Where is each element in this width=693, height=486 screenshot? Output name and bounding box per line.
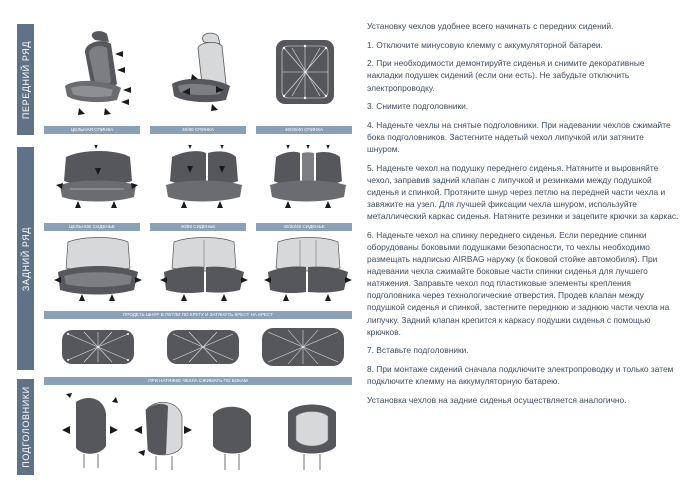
caption-rear-40-20-40-seat: 40/20/40 СИДЕНЬЕ — [256, 223, 352, 231]
lacing-40-20-40-illustration — [258, 324, 348, 372]
rear-40-60-seat-illustration — [158, 236, 248, 306]
instructions-outro: Установка чехлов на задние сиденья осуществляется аналогично. — [367, 394, 627, 405]
instruction-step-1: 1. Отключите минусовую клемму с аккумуляторной батареи. — [367, 39, 603, 50]
headrest-step-3-illustration — [205, 400, 261, 476]
instruction-step-2: 2. При необходимости демонтируйте сиденья и снимите декоративные накладки подушек сидений (если они есть). Не забудьте отключить электропроводку. — [367, 58, 645, 93]
instruction-step-8: 8. При монтаже сидений сначала подключите электропроводку и только затем подключите клемму на аккумуляторную батарею. — [367, 364, 674, 387]
headrest-step-2-illustration — [132, 396, 194, 476]
caption-rear-lace-note: ПРОДЕТЬ ШНУР В ПЕТЛИ ПО КРУГУ И ЗАТЯНУТЬ КРЕСТ НА КРЕСТ — [44, 311, 352, 319]
caption-rear-sides-note: ПРИ НАТЯЖКЕ ЧЕХЛА СЖИМАТЬ ПО БОКАМ — [44, 377, 352, 385]
front-solid-back-illustration — [55, 24, 145, 119]
rear-solid-back-illustration — [52, 145, 142, 215]
headrest-step-4-illustration — [280, 400, 344, 476]
front-40-20-40-back-illustration — [270, 34, 342, 112]
rear-40-20-40-back-illustration — [262, 145, 352, 215]
section-label-rear-row: ЗАДНИЙ РЯД — [20, 226, 31, 291]
section-label-front-row: ПЕРЕДНИЙ РЯД — [20, 40, 31, 119]
instruction-step-4: 4. Наденьте чехлы на снятые подголовники. При надевании чехлов сжимайте бока подголовников. Застегните надетый чехол липучкой или затяните шнуром. — [367, 119, 671, 155]
caption-front-40-20-40-back: 40/20/40 СПИНКА — [256, 126, 352, 134]
caption-rear-solid-seat: ЦЕЛЬНОЕ СИДЕНЬЕ — [44, 223, 140, 231]
section-bar-rear-row — [17, 147, 34, 370]
rear-40-60-back-illustration — [158, 145, 248, 215]
lacing-40-60-illustration — [163, 326, 243, 370]
caption-rear-40-60-seat: 40/60 СИДЕНЬЕ — [150, 223, 246, 231]
instructions-intro: Установку чехлов удобнее всего начинать с передних сидений. — [367, 21, 614, 31]
front-40-60-back-illustration — [162, 28, 252, 118]
caption-front-solid-back: ЦЕЛЬНАЯ СПИНКА — [44, 126, 140, 134]
instruction-step-7: 7. Вставьте подголовники. — [367, 345, 469, 356]
instruction-step-5: 5. Наденьте чехол на подушку переднего сиденья. Натяните и выровняйте чехол, заправив задний клапан с липучкой и резинками между подушкой сиденья и спинкой. Протяните шнур через петлю на передней части чехла и завяжите на узел. Для лучшей фиксации чехла шнуром, используйте металлический каркас сиденья. Натяните резинки и зацепите крючки за каркас. — [367, 162, 679, 222]
section-label-headrests: ПОДГОЛОВНИКИ — [20, 386, 31, 468]
instruction-step-6: 6. Наденьте чехол на спинку переднего сиденья. Если передние спинки оборудованы боковыми подушками безопасности, то чехлы необходимо размещать надписью AIRBAG наружу (к боковой стойке автомобиля). При надевании чехла сжимайте боковые части спинки сиденья для лучшего натяжения. Заправьте чехол под пластиковые элементы крепления подголовника через технологические отверстия. Продев клапан между подушкой сиденья и спинкой, застегните переднюю и заднюю части чехла на липучку. Задний клапан крепится к каркасу подушки сиденья с помощью крючков. — [367, 229, 670, 337]
section-bar-headrests — [17, 379, 34, 475]
rear-40-20-40-seat-illustration — [262, 236, 352, 306]
instructions-text — [367, 20, 679, 412]
instruction-step-3: 3. Снимите подголовники. — [367, 101, 469, 112]
lacing-solid-illustration — [58, 326, 138, 370]
headrest-step-1-illustration — [60, 392, 120, 476]
section-bar-front-row — [17, 24, 34, 135]
rear-solid-seat-illustration — [52, 236, 142, 306]
caption-front-40-60-back: 40/60 СПИНКА — [150, 126, 246, 134]
